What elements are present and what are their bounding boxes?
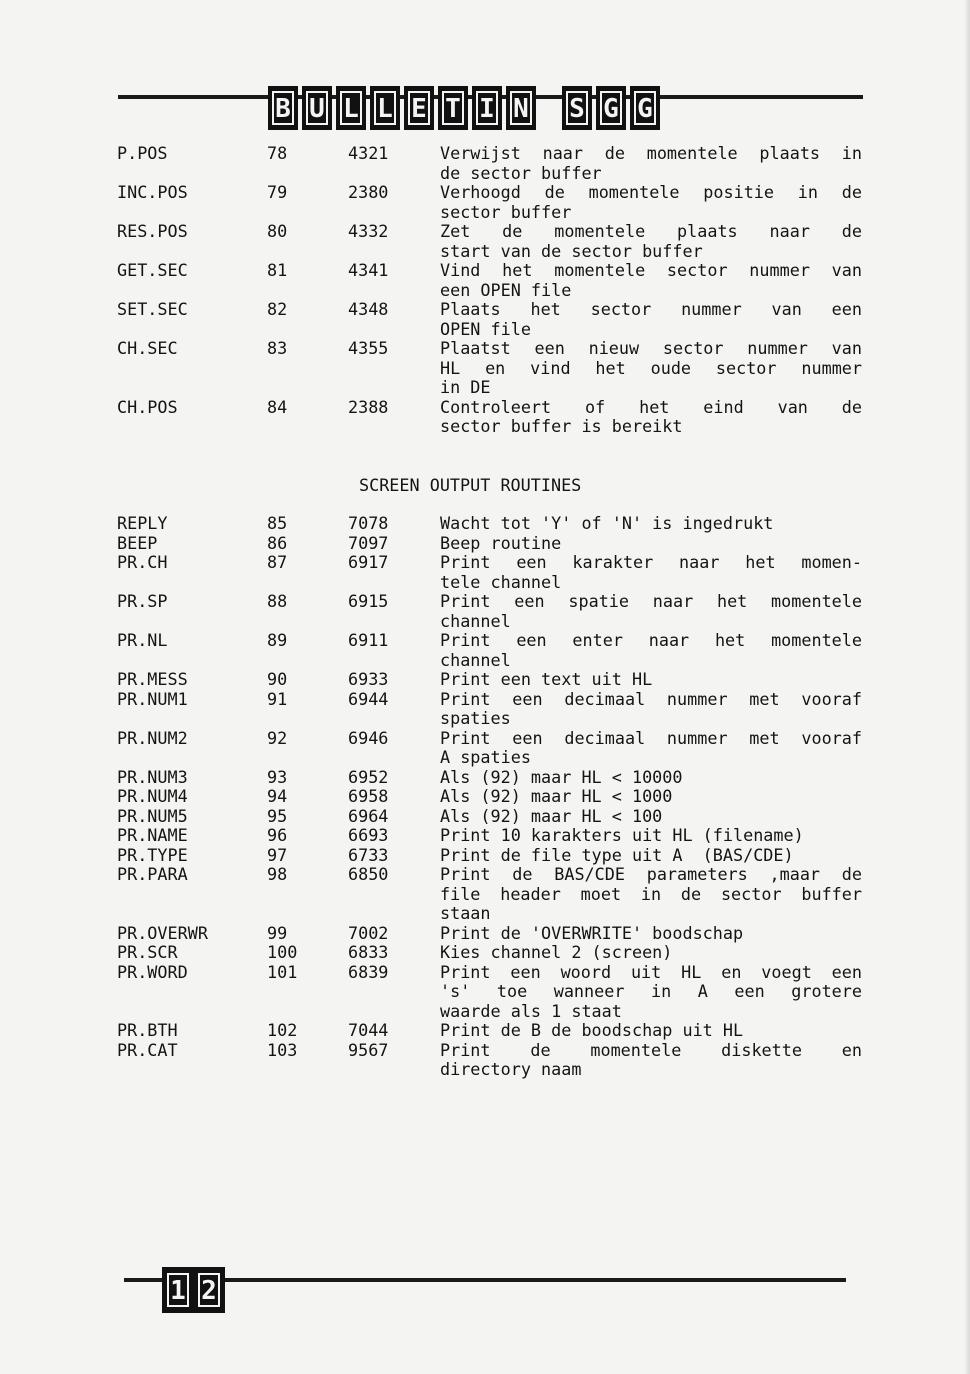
routine-row [117,670,862,690]
routine-name: PR.CAT [117,1039,178,1060]
routine-address: 6933 [348,669,389,689]
description-line: Als (92) maar HL < 1000 [440,786,673,806]
description-line: start van de sector buffer [440,240,703,261]
routine-row [117,1041,862,1080]
routine-name: PR.OVERWR [117,922,208,943]
routine-number: 82 [267,299,288,319]
scan-edge [964,0,970,1374]
routine-row [117,924,862,944]
routine-name: BEEP [117,532,158,553]
routine-name: PR.BTH [117,1020,178,1040]
routine-name: PR.NUM3 [117,766,188,787]
routine-name: PR.NL [117,630,168,650]
routine-address: 7097 [348,532,389,553]
description-line: Kies channel 2 (screen) [440,942,673,962]
routine-description [440,631,862,670]
banner-tile: E [404,86,434,130]
routine-name: RES.POS [117,221,188,241]
description-line: sector buffer [440,201,572,222]
routine-number: 99 [267,922,288,943]
description-line: Print een text uit HL [440,669,653,689]
routine-number: 83 [267,338,288,358]
routine-address: 7002 [348,922,389,943]
routine-name: SET.SEC [117,299,188,319]
routine-row [117,1021,862,1041]
routine-address: 6733 [348,844,389,865]
routine-row [117,963,862,1022]
description-line: Print de BAS/CDE parameters ,maar de [440,864,862,884]
routine-name: PR.MESS [117,669,188,689]
routine-name: CH.SEC [117,338,178,358]
description-line: een OPEN file [440,279,572,300]
banner-tile: S [562,86,592,130]
section-title: SCREEN OUTPUT ROUTINES [359,474,582,495]
bulletin-banner [268,86,660,130]
routine-number: 84 [267,396,288,417]
routine-name: PR.TYPE [117,844,188,865]
routine-description [440,261,862,300]
routine-number: 81 [267,260,288,280]
routine-name: GET.SEC [117,260,188,280]
routine-address: 4341 [348,260,389,280]
routine-row [117,865,862,924]
description-line: Verhoogd de momentele positie in de [440,182,862,202]
description-line: A spaties [440,747,531,767]
routine-name: P.POS [117,143,168,163]
routine-description [440,553,862,592]
routine-row [117,690,862,729]
routine-name: PR.PARA [117,864,188,884]
description-line: channel [440,649,511,670]
description-line: tele channel [440,571,562,592]
routine-name: PR.CH [117,552,168,572]
routine-number: 91 [267,688,288,709]
routine-address: 6693 [348,825,389,845]
description-line: Print de B de boodschap uit HL [440,1020,744,1040]
routine-description [440,144,862,183]
description-line: Print 10 karakters uit HL (filename) [440,825,804,845]
routine-number: 95 [267,805,288,826]
routine-number: 79 [267,182,288,202]
description-line: sector buffer is bereikt [440,416,683,436]
routine-row [117,261,862,300]
routine-row [117,300,862,339]
routine-number: 101 [267,961,298,982]
routine-address: 6833 [348,942,389,962]
description-line: staan [440,903,491,923]
description-line: Beep routine [440,532,562,553]
description-line: directory naam [440,1059,582,1079]
routine-number: 97 [267,844,288,865]
routine-row [117,631,862,670]
description-line: Plaatst een nieuw sector nummer van [440,338,862,358]
routine-row [117,398,862,437]
page-digit-tile: 1 [164,1269,192,1311]
banner-tile: I [472,86,502,130]
routine-address: 6850 [348,864,389,884]
description-line: Print de file type uit A (BAS/CDE) [440,844,794,865]
description-line: Print een decimaal nummer met vooraf [440,688,862,709]
description-line: Vind het momentele sector nummer van [440,260,862,280]
description-line: file header moet in de sector buffer [440,883,862,904]
routine-row [117,514,862,534]
description-line: Verwijst naar de momentele plaats in [440,143,862,163]
routine-name: PR.NUM4 [117,786,188,806]
routine-description [440,1021,862,1041]
description-line: de sector buffer [440,162,602,183]
routine-row [117,807,862,827]
description-line: Print een enter naar het momentele [440,630,862,650]
routine-description [440,768,862,788]
routine-row [117,339,862,398]
routine-number: 96 [267,825,288,845]
routine-address: 6944 [348,688,389,709]
routine-address: 6911 [348,630,389,650]
routine-row [117,553,862,592]
routine-description [440,943,862,963]
routine-number: 87 [267,552,288,572]
routine-group-screen [117,514,862,1080]
routine-address: 6952 [348,766,389,787]
description-line: 's' toe wanneer in A een grotere [440,981,862,1001]
routine-row [117,943,862,963]
description-line: spaties [440,708,511,728]
routine-number: 93 [267,766,288,787]
routine-description [440,183,862,222]
routine-number: 90 [267,669,288,689]
description-line: Print de momentele diskette en [440,1039,862,1060]
page-digit-tile: 2 [195,1269,223,1311]
routine-number: 98 [267,864,288,884]
routine-number: 89 [267,630,288,650]
routine-description [440,807,862,827]
routine-number: 85 [267,513,288,533]
routine-description [440,670,862,690]
description-line: HL en vind het oude sector nummer [440,357,862,378]
banner-tile: L [336,86,366,130]
routine-row [117,768,862,788]
routine-row [117,222,862,261]
routine-description [440,222,862,261]
routine-table [117,144,862,1080]
routine-description [440,592,862,631]
routine-name: PR.WORD [117,961,188,982]
description-line: OPEN file [440,318,531,339]
description-line: Print een spatie naar het momentele [440,591,862,611]
description-line: waarde als 1 staat [440,1000,622,1021]
description-line: Controleert of het eind van de [440,396,862,417]
routine-description [440,729,862,768]
description-line: channel [440,610,511,631]
routine-row [117,534,862,554]
routine-description [440,398,862,437]
banner-tile: L [370,86,400,130]
routine-address: 6839 [348,961,389,982]
routine-name: PR.NUM2 [117,727,188,748]
routine-row [117,592,862,631]
routine-description [440,1041,862,1080]
routine-number: 94 [267,786,288,806]
routine-address: 2388 [348,396,389,417]
routine-address: 4355 [348,338,389,358]
routine-name: INC.POS [117,182,188,202]
description-line: Print een woord uit HL en voegt een [440,961,862,982]
routine-row [117,183,862,222]
routine-name: PR.SP [117,591,168,611]
routine-number: 78 [267,143,288,163]
routine-description [440,787,862,807]
routine-number: 103 [267,1039,298,1060]
routine-row [117,787,862,807]
routine-number: 100 [267,942,298,962]
routine-name: PR.NUM1 [117,688,188,709]
routine-address: 2380 [348,182,389,202]
banner-tile: U [302,86,332,130]
routine-address: 6958 [348,786,389,806]
routine-description [440,924,862,944]
description-line: Print een decimaal nummer met vooraf [440,727,862,748]
routine-name: PR.NAME [117,825,188,845]
footer-rule [124,1278,846,1282]
routine-address: 4321 [348,143,389,163]
routine-description [440,963,862,1022]
routine-address: 9567 [348,1039,389,1060]
banner-tile: B [268,86,298,130]
description-line: Als (92) maar HL < 100 [440,805,663,826]
routine-number: 86 [267,532,288,553]
routine-number: 80 [267,221,288,241]
routine-number: 102 [267,1020,298,1040]
routine-description [440,846,862,866]
routine-address: 6946 [348,727,389,748]
routine-number: 88 [267,591,288,611]
routine-group-disk [117,144,862,437]
routine-row [117,826,862,846]
routine-address: 6915 [348,591,389,611]
routine-number: 92 [267,727,288,748]
routine-address: 4332 [348,221,389,241]
page-number [162,1267,225,1313]
routine-address: 7078 [348,513,389,533]
routine-address: 6964 [348,805,389,826]
banner-tile: G [630,86,660,130]
routine-name: CH.POS [117,396,178,417]
description-line: Print een karakter naar het momen- [440,552,862,572]
routine-row [117,846,862,866]
description-line: in DE [440,377,491,397]
routine-address: 4348 [348,299,389,319]
routine-description [440,339,862,398]
routine-address: 7044 [348,1020,389,1040]
routine-description [440,534,862,554]
routine-address: 6917 [348,552,389,572]
routine-description [440,826,862,846]
description-line: Wacht tot 'Y' of 'N' is ingedrukt [440,513,774,533]
routine-name: PR.SCR [117,942,178,962]
description-line: Als (92) maar HL < 10000 [440,766,683,787]
routine-name: PR.NUM5 [117,805,188,826]
routine-description [440,300,862,339]
banner-tile: T [438,86,468,130]
routine-description [440,514,862,534]
description-line: Print de 'OVERWRITE' boodschap [440,922,744,943]
routine-description [440,690,862,729]
banner-tile: N [506,86,536,130]
routine-row [117,729,862,768]
routine-name: REPLY [117,513,168,533]
description-line: Plaats het sector nummer van een [440,299,862,319]
banner-tile: G [596,86,626,130]
routine-description [440,865,862,924]
description-line: Zet de momentele plaats naar de [440,221,862,241]
routine-row [117,144,862,183]
